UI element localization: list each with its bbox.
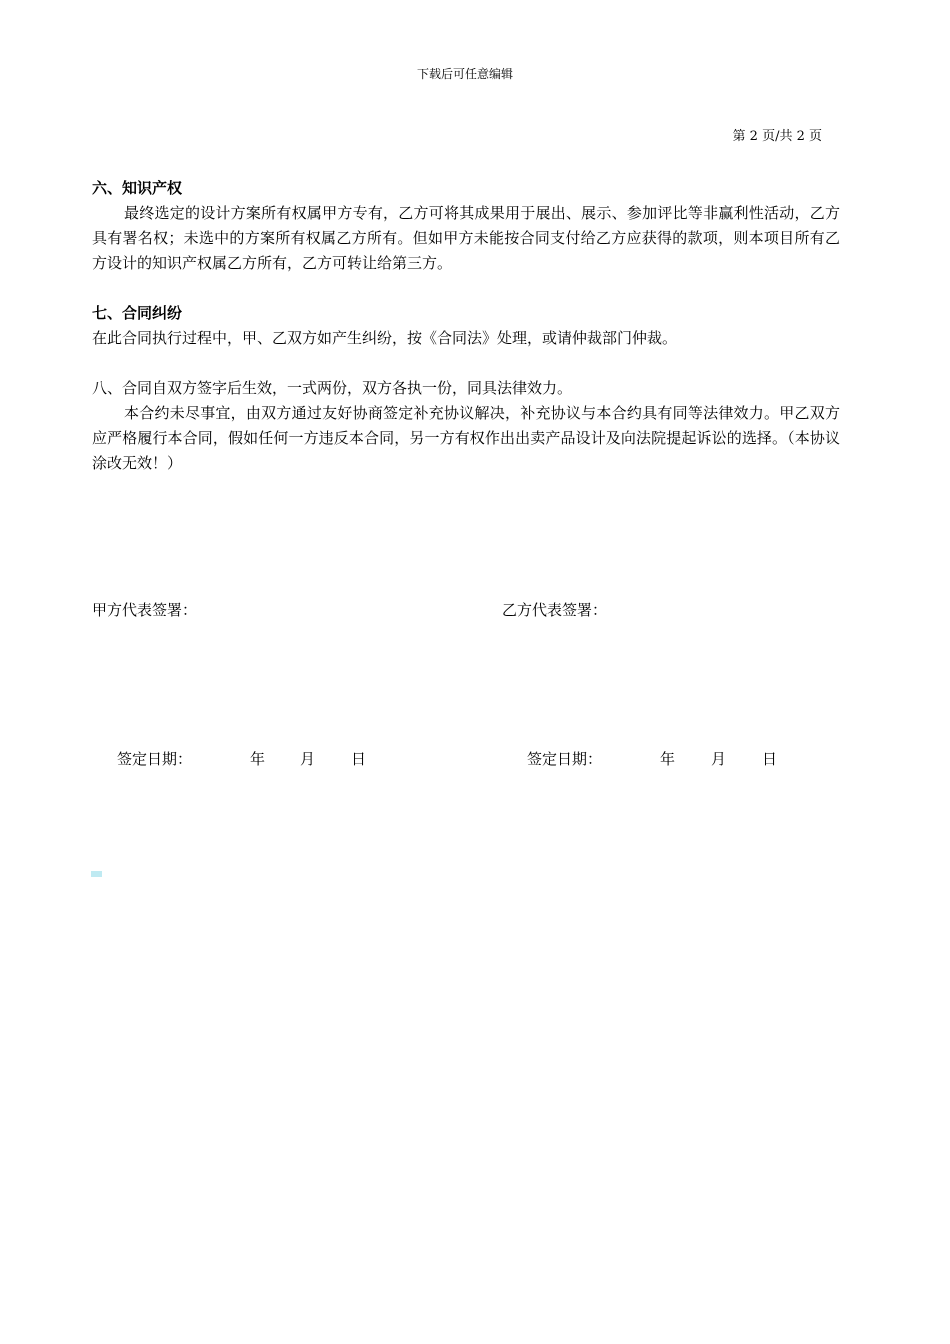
contract-body [92, 176, 840, 476]
date-day: 日 [351, 750, 367, 768]
spacer [92, 276, 840, 301]
section-body-effect: 本合约未尽事宜，由双方通过友好协商签定补充协议解决，补充协议与本合约具有同等法律效力。甲乙双方应严格履行本合同，假如任何一方违反本合同，另一方有权作出出卖产品设计及向法院提起诉讼的选择。（本协议涂改无效！） [92, 404, 840, 472]
date-month: 月 [300, 750, 316, 768]
section-heading-ip: 六、知识产权 [92, 179, 183, 197]
page-number: 第 2 页/共 2 页 [732, 129, 822, 144]
section-body-ip: 最终选定的设计方案所有权属甲方专有，乙方可将其成果用于展出、展示、参加评比等非赢利性活动，乙方具有署名权；未选中的方案所有权属乙方所有。但如甲方未能按合同支付给乙方应获得的款项，则本项目所有乙方设计的知识产权属乙方所有，乙方可转让给第三方。 [92, 204, 840, 272]
spacer [92, 351, 840, 376]
date-label: 签定日期： [527, 750, 603, 768]
section-line-effect: 八、合同自双方签字后生效，一式两份，双方各执一份，同具法律效力。 [92, 379, 573, 397]
section-body-dispute: 在此合同执行过程中，甲、乙双方如产生纠纷，按《合同法》处理，或请仲裁部门仲裁。 [92, 329, 678, 347]
section-heading-dispute: 七、合同纠纷 [92, 304, 183, 322]
date-label: 签定日期： [117, 750, 193, 768]
date-year: 年 [250, 750, 266, 768]
party-a-signature-label: 甲方代表签署： [92, 601, 198, 619]
header-note: 下载后可任意编辑 [416, 67, 513, 81]
party-b-signature-label: 乙方代表签署： [502, 601, 608, 619]
highlight-marker [91, 871, 102, 877]
date-day: 日 [762, 750, 778, 768]
date-month: 月 [711, 750, 727, 768]
date-year: 年 [660, 750, 676, 768]
